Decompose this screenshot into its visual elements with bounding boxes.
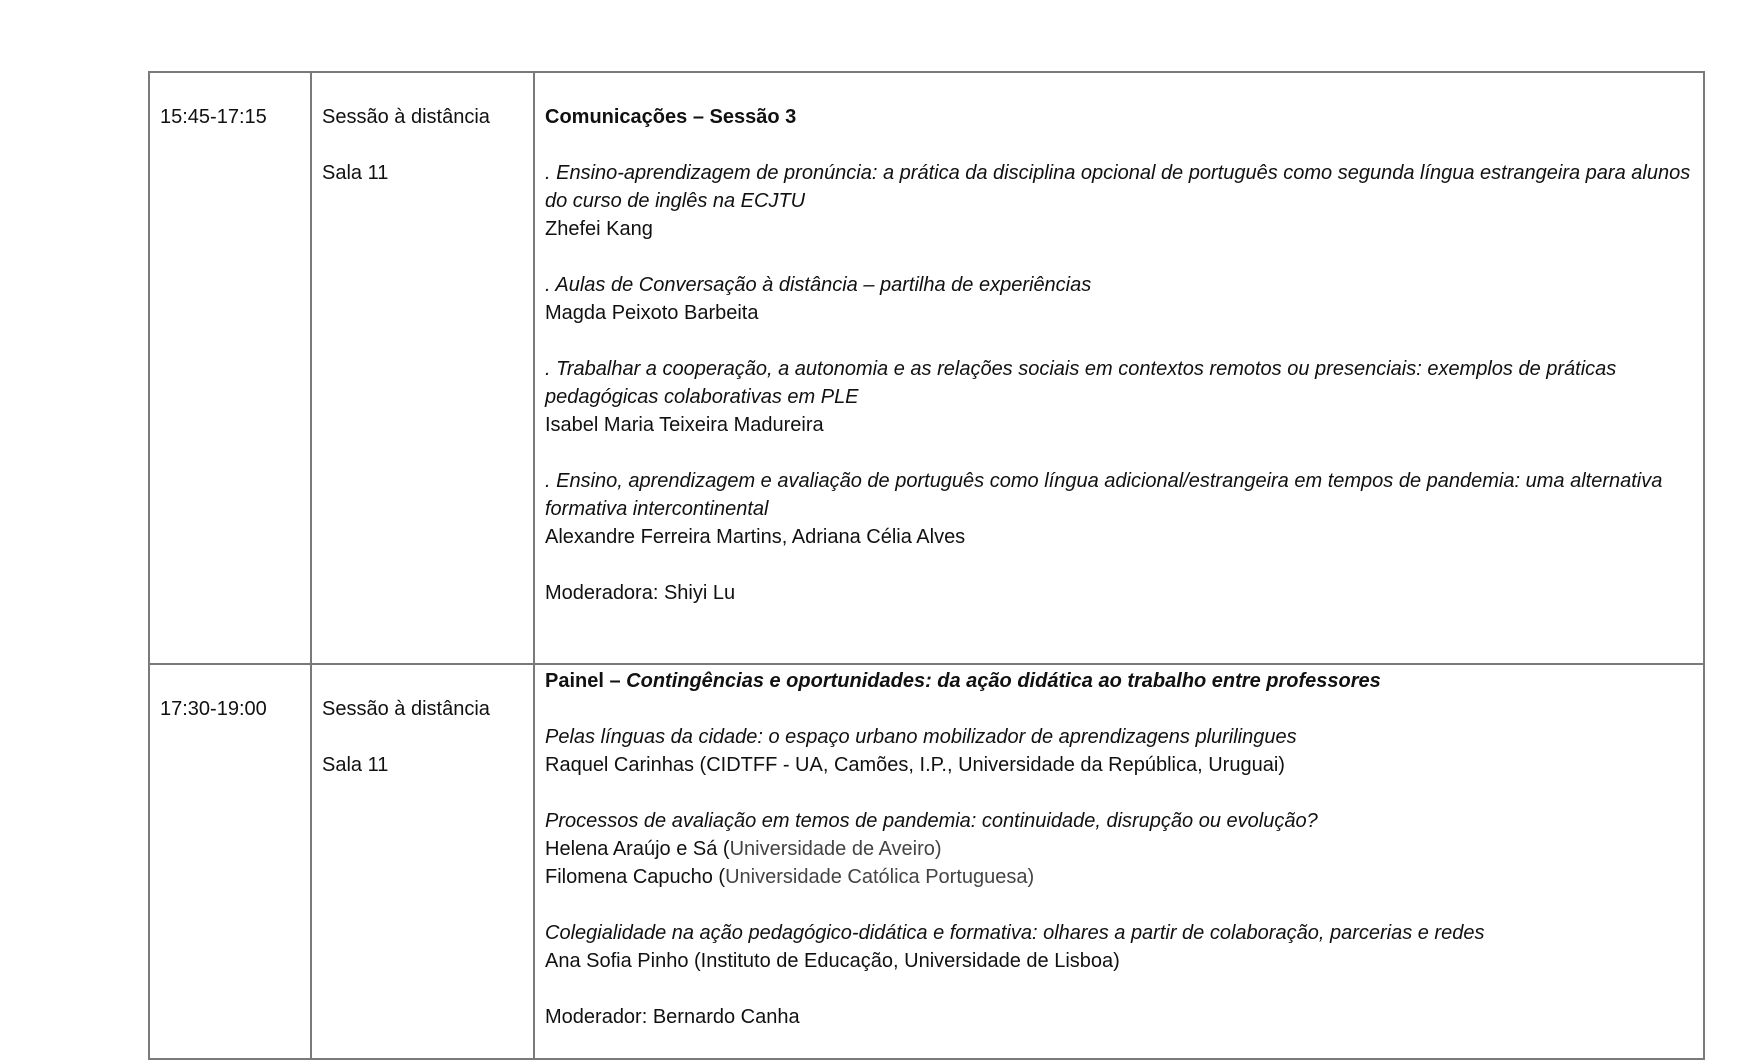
session-mode: Sessão à distância bbox=[322, 698, 490, 720]
location-cell bbox=[311, 664, 534, 1059]
talk-title: . Ensino, aprendizagem e avaliação de português como língua adicional/estrangeira em tempos de pandemia: uma alternativa formativa intercontinental bbox=[545, 470, 1663, 520]
author-affiliation: Universidade Católica Portuguesa) bbox=[725, 866, 1035, 888]
talk-title: . Ensino-aprendizagem de pronúncia: a prática da disciplina opcional de português como segunda língua estrangeira para alunos do curso de inglês na ECJTU bbox=[545, 162, 1691, 212]
time-cell bbox=[149, 664, 311, 1059]
author-name: Filomena Capucho ( bbox=[545, 866, 726, 888]
session-row bbox=[149, 72, 1704, 664]
content-cell bbox=[534, 72, 1704, 664]
session-moderator: Moderadora: Shiyi Lu bbox=[545, 582, 736, 604]
talk-authors: Zhefei Kang bbox=[545, 218, 653, 240]
talk-title: . Aulas de Conversação à distância – partilha de experiências bbox=[545, 274, 1092, 296]
session-mode: Sessão à distância bbox=[322, 106, 490, 128]
talk-title: Pelas línguas da cidade: o espaço urbano mobilizador de aprendizagens plurilingues bbox=[545, 726, 1297, 748]
panel-heading-prefix: Painel – bbox=[545, 670, 627, 692]
session-room: Sala 11 bbox=[322, 754, 389, 776]
session-moderator: Moderador: Bernardo Canha bbox=[545, 1006, 800, 1028]
talk-author bbox=[545, 863, 1693, 891]
talk-title: . Trabalhar a cooperação, a autonomia e as relações sociais em contextos remotos ou presenciais: exemplos de práticas pedagógicas colaborativas em PLE bbox=[545, 358, 1617, 408]
talk-authors: Magda Peixoto Barbeita bbox=[545, 302, 759, 324]
content-cell bbox=[534, 664, 1704, 1059]
author-affiliation: Universidade de Aveiro) bbox=[729, 838, 942, 860]
session-room: Sala 11 bbox=[322, 162, 389, 184]
location-cell bbox=[311, 72, 534, 664]
talk-authors: Alexandre Ferreira Martins, Adriana Célia Alves bbox=[545, 526, 966, 548]
session-heading: Comunicações – Sessão 3 bbox=[545, 106, 797, 128]
session-time: 17:30-19:00 bbox=[160, 698, 267, 720]
talk-title: Processos de avaliação em temos de pandemia: continuidade, disrupção ou evolução? bbox=[545, 810, 1318, 832]
time-cell bbox=[149, 72, 311, 664]
talk-authors: Isabel Maria Teixeira Madureira bbox=[545, 414, 824, 436]
author-name: Helena Araújo e Sá ( bbox=[545, 838, 730, 860]
talk-author bbox=[545, 835, 1693, 863]
talk-authors: Ana Sofia Pinho (Instituto de Educação, Universidade de Lisboa) bbox=[545, 950, 1120, 972]
talk-authors: Raquel Carinhas (CIDTFF - UA, Camões, I.P., Universidade da República, Uruguai) bbox=[545, 754, 1285, 776]
panel-heading bbox=[545, 667, 1693, 695]
panel-heading-title: Contingências e oportunidades: da ação didática ao trabalho entre professores bbox=[626, 670, 1381, 692]
talk-title: Colegialidade na ação pedagógico-didática e formativa: olhares a partir de colaboração, parcerias e redes bbox=[545, 922, 1485, 944]
schedule-table bbox=[148, 71, 1705, 1060]
session-time: 15:45-17:15 bbox=[160, 106, 267, 128]
session-row bbox=[149, 664, 1704, 1059]
